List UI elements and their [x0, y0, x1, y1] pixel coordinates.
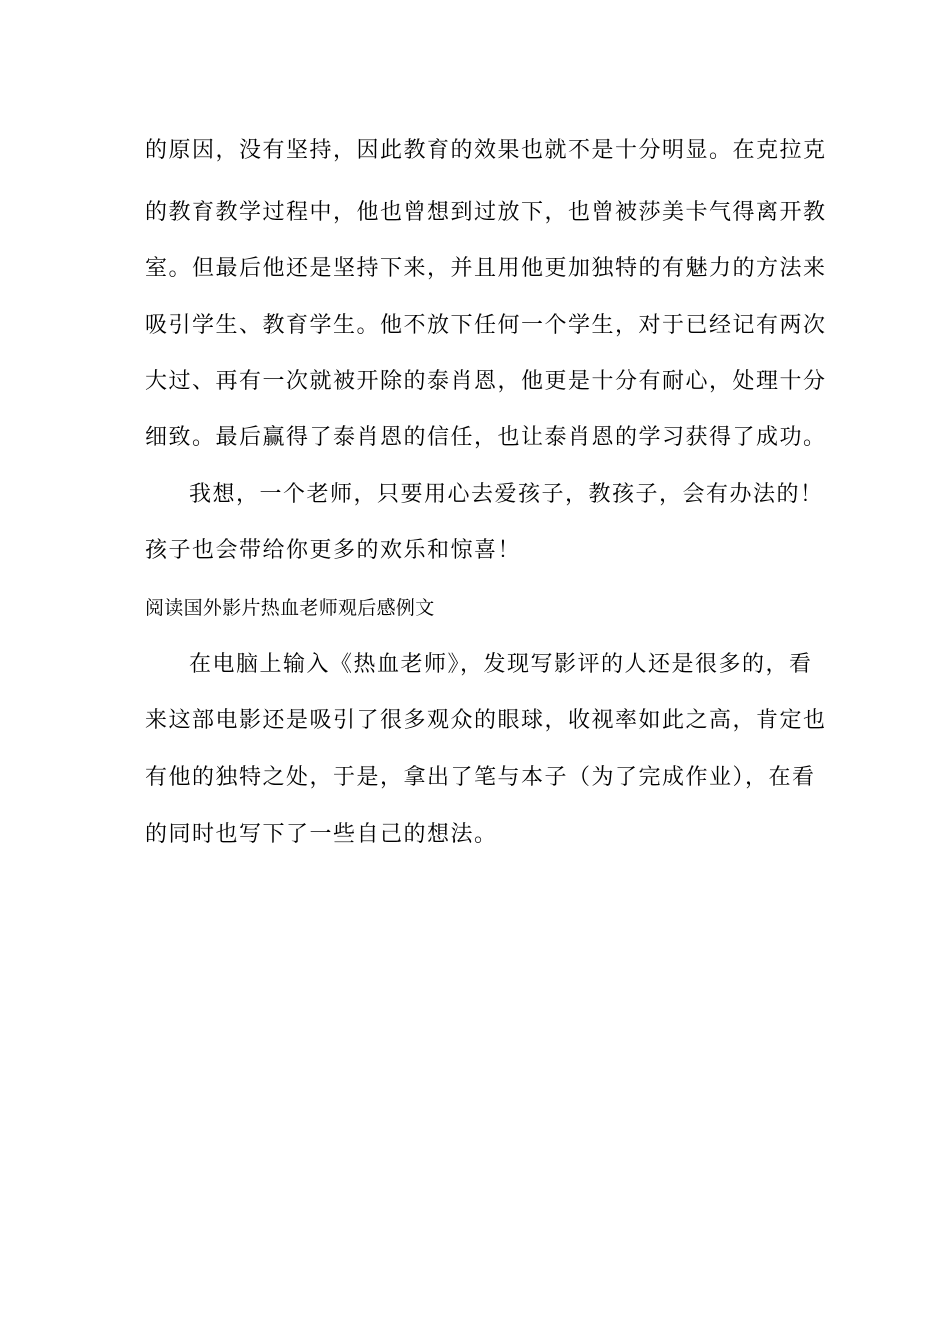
paragraph-1-line-2: 的教育教学过程中，他也曾想到过放下，也曾被莎美卡气得离开教: [145, 200, 827, 225]
paragraph-1-line-1: 的原因，没有坚持，因此教育的效果也就不是十分明显。在克拉克: [145, 138, 827, 163]
paragraph-3-line-1: 在电脑上输入《热血老师》，发现写影评的人还是很多的，看: [189, 652, 813, 677]
paragraph-1-line-4: 吸引学生、教育学生。他不放下任何一个学生，对于已经记有两次: [145, 313, 827, 338]
paragraph-2-line-2: 孩子也会带给你更多的欢乐和惊喜！: [145, 538, 522, 563]
paragraph-3-line-3: 有他的独特之处，于是，拿出了笔与本子（为了完成作业），在看: [145, 765, 816, 790]
section-heading: 阅读国外影片热血老师观后感例文: [145, 597, 435, 619]
paragraph-1-line-5: 大过、再有一次就被开除的泰肖恩，他更是十分有耐心，处理十分: [145, 369, 827, 394]
paragraph-2-line-1: 我想，一个老师，只要用心去爱孩子，教孩子，会有办法的！: [189, 482, 824, 507]
paragraph-1-line-3: 室。但最后他还是坚持下来，并且用他更加独特的有魅力的方法来: [145, 256, 827, 281]
paragraph-1-line-6: 细致。最后赢得了泰肖恩的信任，也让泰肖恩的学习获得了成功。: [145, 425, 827, 450]
paragraph-3-line-2: 来这部电影还是吸引了很多观众的眼球，收视率如此之高，肯定也: [145, 708, 827, 733]
paragraph-3-line-4: 的同时也写下了一些自己的想法。: [145, 822, 498, 847]
